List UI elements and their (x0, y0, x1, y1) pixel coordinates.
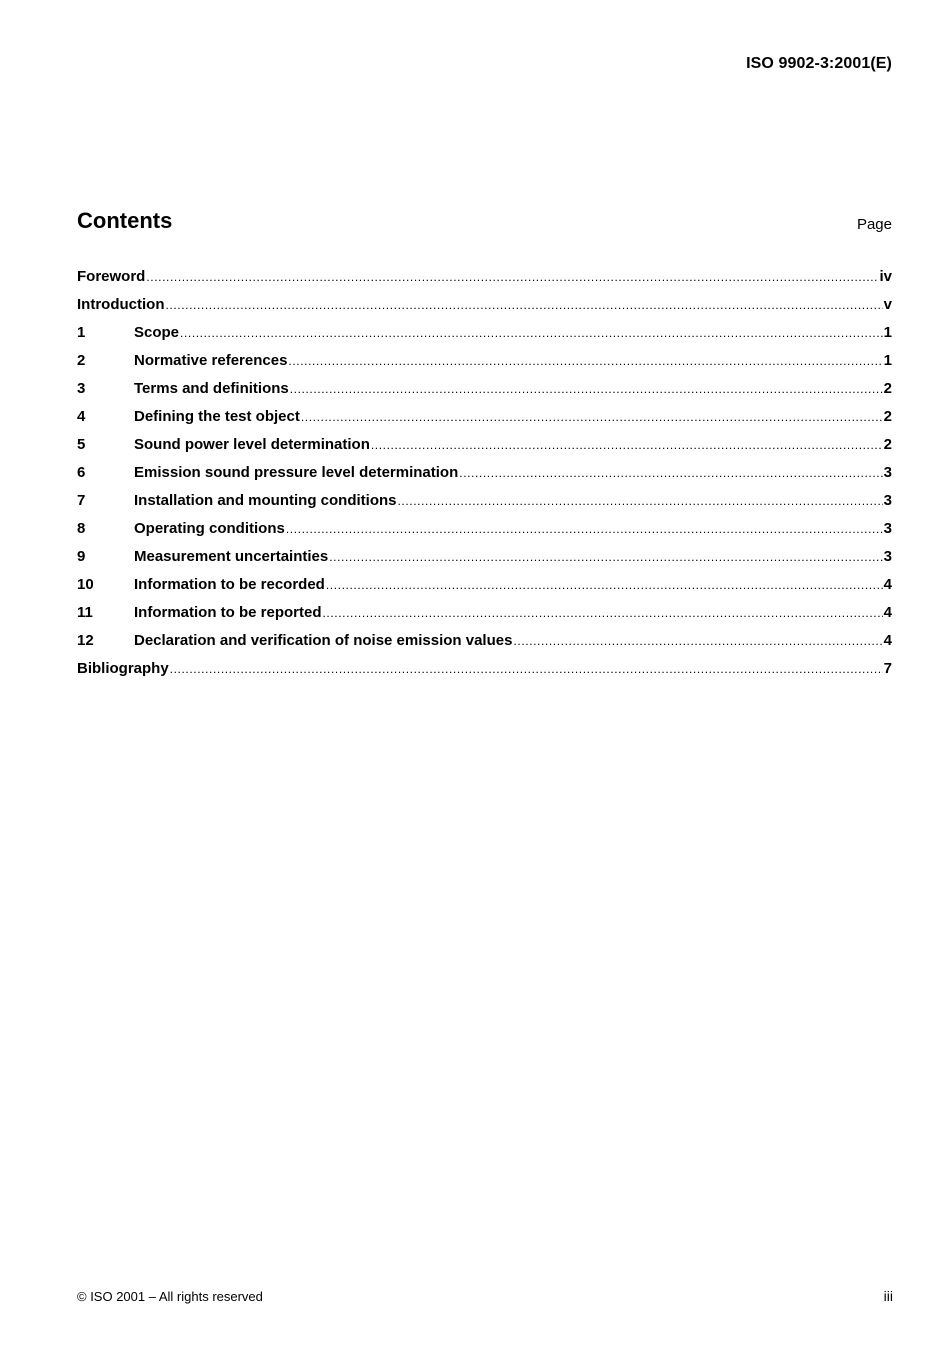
dot-leader (301, 408, 883, 425)
toc-entry-page: 4 (883, 604, 892, 621)
contents-header (77, 208, 892, 238)
dot-leader (329, 548, 882, 565)
toc-entry-page: 3 (883, 520, 892, 537)
toc-entry-page: 4 (883, 632, 892, 649)
dot-leader (513, 632, 882, 649)
toc-entry-title: Normative references (134, 352, 288, 369)
toc-entry-number: 12 (77, 632, 94, 649)
toc-entry-page: 2 (883, 380, 892, 397)
toc-entry-bibliography[interactable] (77, 660, 892, 688)
dot-leader (286, 520, 883, 537)
toc-entry-number: 4 (77, 408, 86, 425)
toc-entry-title: Measurement uncertainties (134, 548, 329, 565)
toc-entry-page: 3 (883, 548, 892, 565)
page-column-label: Page (856, 216, 892, 233)
dot-leader (371, 436, 883, 453)
toc-entry-title: Sound power level determination (134, 436, 370, 453)
table-of-contents (77, 268, 892, 688)
toc-entry-page: 1 (883, 324, 892, 341)
toc-entry-title: Scope (134, 324, 180, 341)
dot-leader (288, 352, 882, 369)
toc-entry-number: 9 (77, 548, 86, 565)
toc-entry-page: 1 (883, 352, 892, 369)
footer-copyright: © ISO 2001 – All rights reserved (77, 1289, 263, 1304)
dot-leader (398, 492, 883, 509)
dot-leader (459, 464, 882, 481)
toc-entry-number: 5 (77, 436, 86, 453)
toc-entry-9[interactable] (77, 548, 892, 576)
toc-entry-number: 8 (77, 520, 86, 537)
dot-leader (323, 604, 883, 621)
toc-entry-title: Information to be reported (134, 604, 322, 621)
toc-entry-title: Foreword (77, 268, 146, 285)
toc-entry-page: 7 (883, 660, 892, 677)
toc-entry-3[interactable] (77, 380, 892, 408)
toc-entry-page: v (883, 296, 892, 313)
toc-entry-title: Bibliography (77, 660, 169, 677)
toc-entry-6[interactable] (77, 464, 892, 492)
dot-leader (180, 324, 883, 341)
toc-entry-title: Information to be recorded (134, 576, 325, 593)
toc-entry-title: Introduction (77, 296, 165, 313)
toc-entry-foreword[interactable] (77, 268, 892, 296)
toc-entry-page: 4 (883, 576, 892, 593)
toc-entry-10[interactable] (77, 576, 892, 604)
dot-leader (165, 296, 882, 313)
toc-entry-number: 3 (77, 380, 86, 397)
document-id: ISO 9902-3:2001(E) (746, 55, 892, 72)
toc-entry-7[interactable] (77, 492, 892, 520)
toc-entry-title: Emission sound pressure level determination (134, 464, 459, 481)
toc-entry-page: 2 (883, 408, 892, 425)
toc-entry-page: 3 (883, 464, 892, 481)
dot-leader (290, 380, 883, 397)
toc-entry-2[interactable] (77, 352, 892, 380)
toc-entry-4[interactable] (77, 408, 892, 436)
toc-entry-5[interactable] (77, 436, 892, 464)
toc-entry-number: 11 (77, 604, 93, 621)
dot-leader (146, 268, 878, 285)
toc-entry-number: 2 (77, 352, 86, 369)
toc-entry-number: 7 (77, 492, 86, 509)
toc-entry-number: 1 (77, 324, 86, 341)
toc-entry-8[interactable] (77, 520, 892, 548)
dot-leader (170, 660, 883, 677)
contents-title: Contents (77, 208, 173, 233)
toc-entry-number: 6 (77, 464, 86, 481)
toc-entry-12[interactable] (77, 632, 892, 660)
toc-entry-page: 2 (883, 436, 892, 453)
toc-entry-11[interactable] (77, 604, 892, 632)
toc-entry-title: Terms and definitions (134, 380, 289, 397)
toc-entry-title: Operating conditions (134, 520, 285, 537)
toc-entry-title: Installation and mounting conditions (134, 492, 397, 509)
toc-entry-introduction[interactable] (77, 296, 892, 324)
toc-entry-page: iv (879, 268, 892, 285)
toc-entry-title: Defining the test object (134, 408, 300, 425)
footer-page-number: iii (883, 1288, 893, 1304)
toc-entry-number: 10 (77, 576, 94, 593)
toc-entry-title: Declaration and verification of noise emission values (134, 632, 513, 649)
toc-entry-page: 3 (883, 492, 892, 509)
dot-leader (326, 576, 883, 593)
toc-entry-1[interactable] (77, 324, 892, 352)
